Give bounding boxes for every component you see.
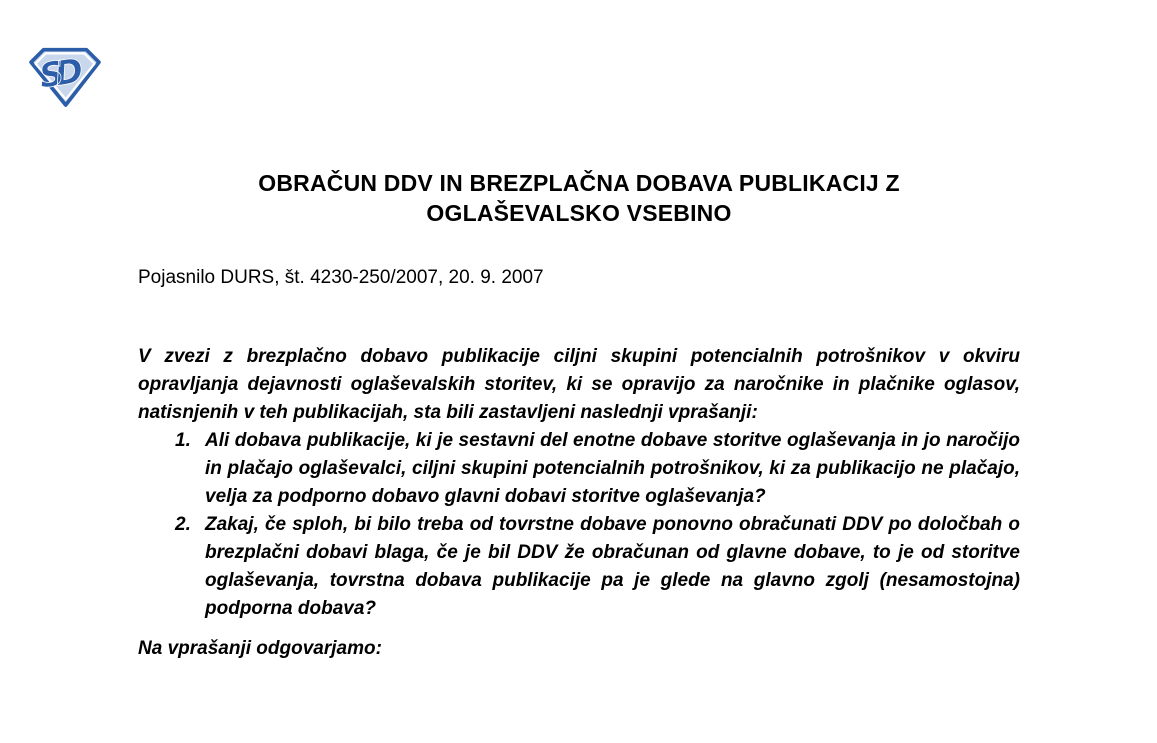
question-item-1 [175,427,1020,511]
sd-logo-icon [28,46,102,108]
intro-paragraph: V zvezi z brezplačno dobavo publikacije ciljni skupini potencialnih potrošnikov v okviru opravljanja dejavnosti oglaševalskih storitev, ki se opravijo za naročnike in plačnike oglasov, natisnjenih v teh publikacijah, sta bili zastavljeni naslednji vprašanji: [138,346,1020,423]
question-text-1: Ali dobava publikacije, ki je sestavni del enotne dobave storitve oglaševanja in jo naročijo in plačajo oglaševalci, ciljni skupini potencialnih potrošnikov, ki za publikacijo ne plačajo, velja za podporno dobavo glavni dobavi storitve oglaševanja? [205,430,1020,507]
question-number-1: 1. [175,430,191,451]
sd-logo [28,46,102,108]
svg-text:SD: SD [36,52,77,97]
questions-list [175,427,1020,623]
closing-line: Na vprašanji odgovarjamo: [138,638,382,659]
question-number-2: 2. [175,514,191,535]
document-reference: Pojasnilo DURS, št. 4230-250/2007, 20. 9. 2007 [138,267,544,288]
document-title: OBRAČUN DDV IN BREZPLAČNA DOBAVA PUBLIKACIJ Z OGLAŠEVALSKO VSEBINO [258,170,900,226]
question-text-2: Zakaj, če sploh, bi bilo treba od tovrstne dobave ponovno obračunati DDV po določbah o brezplačni dobavi blaga, če je bil DDV že obračunan od glavne dobave, to je od storitve oglaševanja, tovrstna dobava publikacije pa je glede na glavno zgolj (nesamostojna) podporna dobava? [205,514,1020,619]
question-item-2 [175,511,1020,623]
